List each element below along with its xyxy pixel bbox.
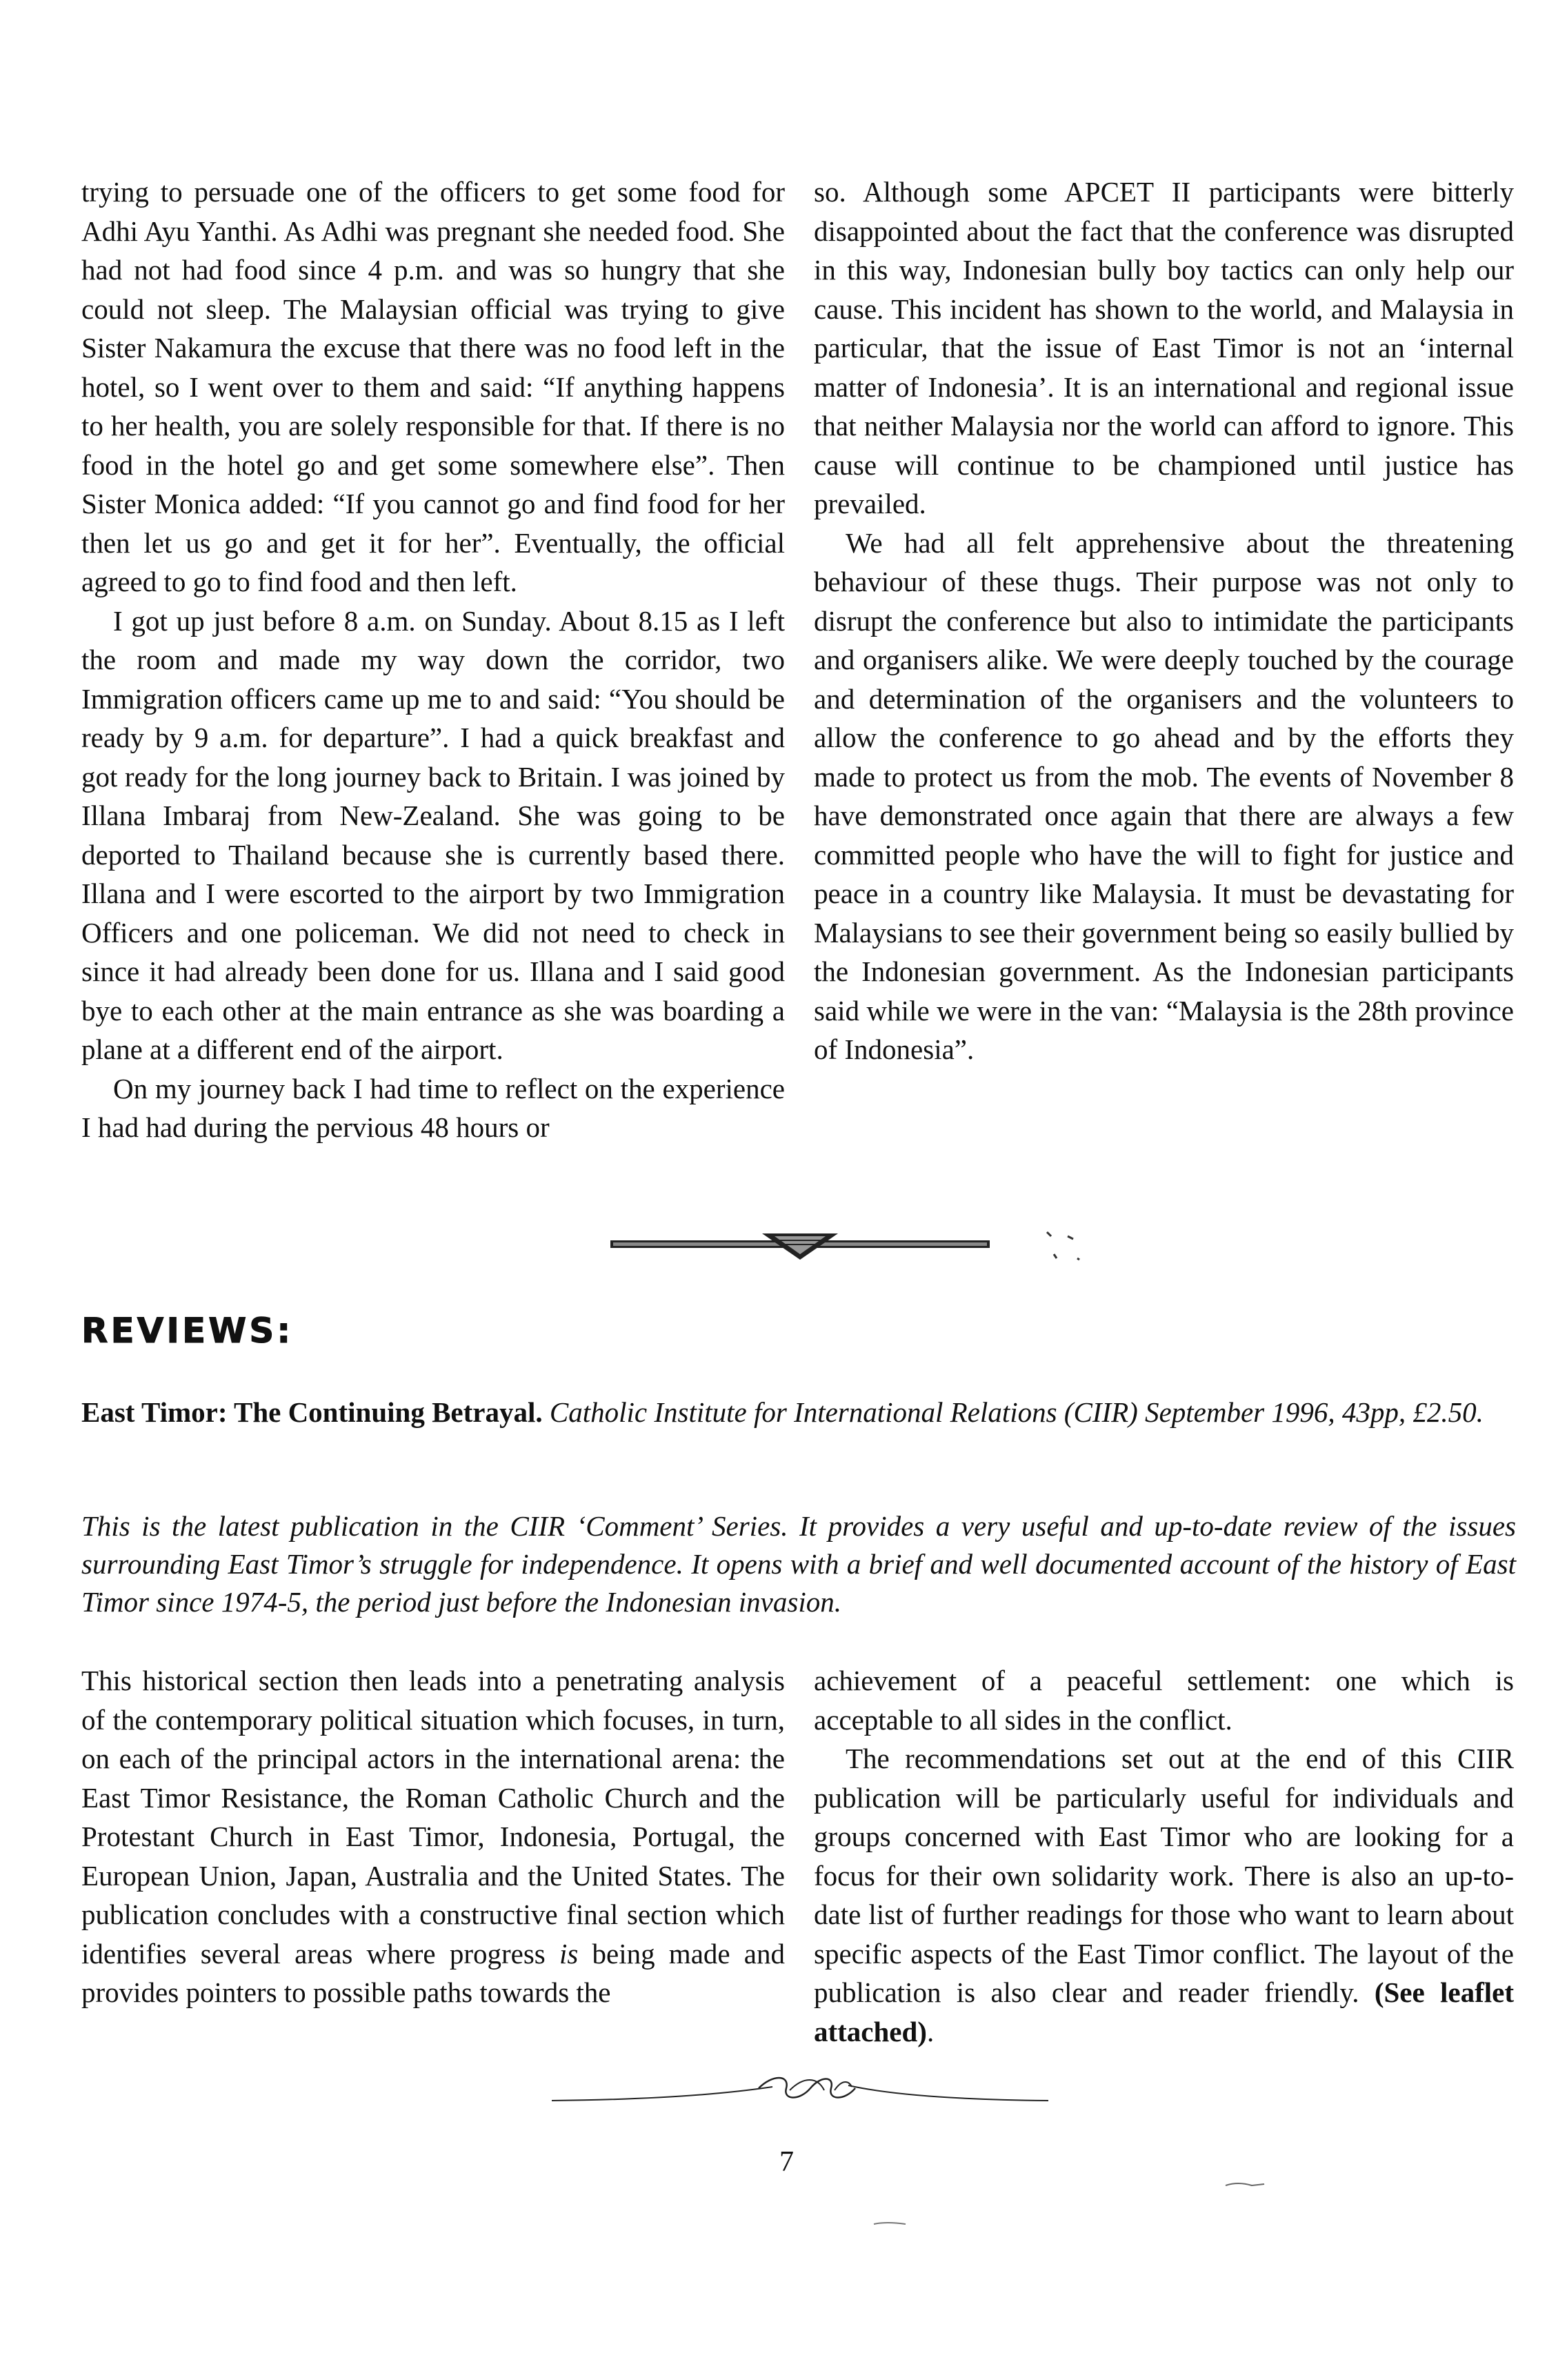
article-paragraph: trying to persuade one of the officers to get some food for Adhi Ayu Yanthi. As Adhi was pregnant she needed food. She had not had food since 4 p.m. and was so hungry that she could not sleep. The Malaysian official was trying to give Sister Nakamura the excuse that there was no food left in the hotel, so I went over to them and said: “If anything happens to her health, you are solely responsible for that. If there is no food in the hotel go and get some somewhere else”. Then Sister Monica added: “If you cannot go and find food for her then let us go and get it for her”. Eventually, the official agreed to go to find food and then left.	[81, 176, 785, 597]
book-details: Catholic Institute for International Relations (CIIR) September 1996, 43pp, £2.50.	[549, 1396, 1484, 1428]
review-paragraph	[81, 1661, 785, 2012]
article-paragraph: On my journey back I had time to reflect on the experience I had had during the pervious 48 hours or	[81, 1072, 785, 1143]
book-title: East Timor: The Continuing Betrayal.	[81, 1396, 543, 1428]
review-paragraph	[814, 1739, 1514, 2051]
reviews-heading: REVIEWS:	[81, 1311, 294, 1351]
review-text: being made and provides pointers to possible paths towards the	[81, 1937, 785, 2008]
review-text: This historical section then leads into a penetrating analysis of the contemporary political situation which focuses, in turn, on each of the principal actors in the international arena: the East Timor Resistance, the Roman Catholic Church and the Protestant Church in East Timor, Indonesia, Portugal, the European Union, Japan, Australia and the United States. The publication concludes with a constructive final section which identifies several areas where progress	[81, 1665, 785, 1970]
section-divider-ornament	[610, 1228, 990, 1262]
book-reference	[81, 1394, 1516, 1431]
review-emphasis: is	[559, 1937, 579, 1970]
article-column-left	[81, 172, 785, 1147]
closing-flourish-ornament	[552, 2073, 1048, 2108]
article-paragraph: I got up just before 8 a.m. on Sunday. About 8.15 as I left the room and made my way down the corridor, two Immigration officers came up me to and said: “You should be ready by 9 a.m. for departure”. I had a quick breakfast and got ready for the long journey back to Britain. I was joined by Illana Imbaraj from New-Zealand. She was going to be deported to Thailand because she is currently based there. Illana and I were escorted to the airport by two Immigration Officers and one policeman. We did not need to check in since it had already been done for us. Illana and I said good bye to each other at the main entrance as she was boarding a plane at a different end of the airport.	[81, 604, 785, 1065]
article-column-right	[814, 172, 1514, 1069]
review-column-left	[81, 1661, 785, 2012]
article-paragraph: so. Although some APCET II participants were bitterly disappointed about the fact that the conference was disrupted in this way, Indonesian bully boy tactics can only help our cause. This incident has shown to the world, and Malaysia in particular, that the issue of East Timor is not an ‘internal matter of Indonesia’. It is an international and regional issue that neither Malaysia nor the world can afford to ignore. This cause will continue to be championed until justice has prevailed.	[814, 176, 1514, 519]
print-specks	[1041, 1227, 1117, 1268]
print-speck	[872, 2220, 907, 2228]
review-paragraph: achievement of a peaceful settlement: one which is acceptable to all sides in the conflict.	[814, 1665, 1514, 1736]
review-column-right	[814, 1661, 1514, 2051]
print-speck	[1224, 2180, 1266, 2188]
leaflet-note: (See leaflet attached)	[814, 1976, 1514, 2047]
article-paragraph: We had all felt apprehensive about the threatening behaviour of these thugs. Their purpose was not only to disrupt the conference but also to intimidate the participants and organisers alike. We were deeply touched by the courage and determination of the organisers and the volunteers to allow the conference to go ahead and by the efforts they made to protect us from the mob. The events of November 8 have demonstrated once again that there are always a few committed people who have the will to fight for justice and peace in a country like Malaysia. It must be devastating for Malaysians to see their government being so easily bullied by the Indonesian government. As the Indonesian participants said while we were in the van: “Malaysia is the 28th province of Indonesia”.	[814, 526, 1514, 1065]
page-number: 7	[779, 2146, 794, 2178]
review-intro: This is the latest publication in the CIIR ‘Comment’ Series. It provides a very useful and up-to-date review of the issues surrounding East Timor’s struggle for independence. It opens with a brief and well documented account of the history of East Timor since 1974-5, the period just before the Indonesian invasion.	[81, 1510, 1516, 1618]
review-text: .	[926, 2015, 935, 2047]
review-text: The recommendations set out at the end of this CIIR publication will be particularly useful for individuals and groups concerned with East Timor who are looking for a focus for their own solidarity work. There is also an up-to-date list of further readings for those who want to learn about specific aspects of the East Timor conflict. The layout of the publication is also clear and reader friendly.	[814, 1743, 1514, 2008]
